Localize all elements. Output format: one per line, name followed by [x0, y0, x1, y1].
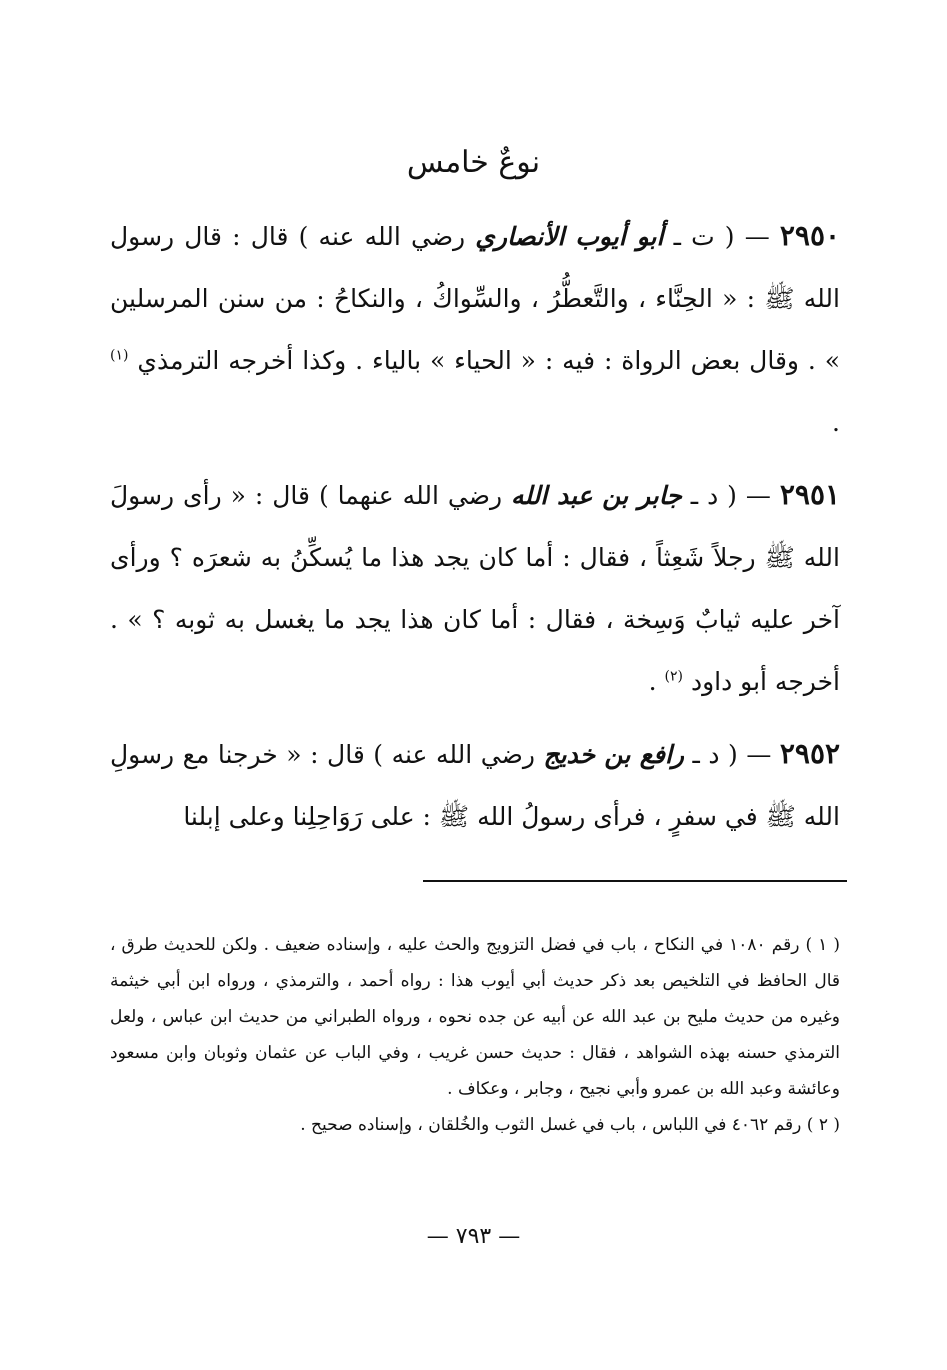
hadith-narrator: أبو أيوب الأنصاري: [475, 222, 664, 251]
hadith-text-block: [110, 205, 840, 858]
footnote-divider: [423, 880, 847, 882]
page-number: — ٧٩٣ —: [426, 1224, 521, 1249]
hadith-entry: [110, 723, 840, 848]
footnote-reference: (٢): [664, 668, 683, 685]
footnote-reference: (١): [110, 347, 129, 364]
hadith-dash: — (: [719, 740, 780, 769]
hadith-number: ٢٩٥١: [779, 478, 841, 511]
hadith-dash: — (: [718, 481, 780, 510]
hadith-entry: [110, 205, 840, 454]
hadith-number: ٢٩٥٠: [779, 219, 841, 252]
hadith-source: د ـ: [681, 481, 719, 510]
hadith-end: .: [832, 408, 840, 437]
hadith-body: رضي الله عنه ) قال : قال رسول الله ﷺ : « الحِنَّاء ، والتَّعطُّرُ ، والسِّواكُ ، والنكاحُ : من سنن المرسلين » . وقال بعض الرواة : فيه : « الحياء » بالياء . وكذا أخرجه الترمذي: [110, 222, 841, 375]
hadith-end: .: [648, 667, 665, 696]
hadith-number: ٢٩٥٢: [779, 737, 841, 770]
section-heading: نوعٌ خامس: [406, 145, 541, 180]
hadith-narrator: جابر بن عبد الله: [511, 481, 682, 510]
footnote: ( ١ ) رقم ١٠٨٠ في النكاح ، باب في فضل التزويج والحث عليه ، وإسناده ضعيف . ولكن للحديث طرق ، قال الحافظ في التلخيص بعد ذكر حديث أبي أيوب هذا : رواه أحمد ، والترمذي ، ورواه ابن أبي خيثمة وغيره من حديث مليح بن عبد الله عن أبيه عن جده نحوه ، ورواه الطبراني من حديث ابن عباس ، ولعل الترمذي حسنه بهذه الشواهد ، فقال : حديث حسن غريب ، وفي الباب عن عثمان وثوبان وابن مسعود وعائشة وعبد الله بن عمرو وأبي نجيح ، وجابر ، وعكاف .: [110, 935, 841, 1099]
hadith-dash: — (: [714, 222, 780, 251]
hadith-body: رضي الله عنه ) قال : « خرجنا مع رسولِ الله ﷺ في سفرٍ ، فرأى رسولُ الله ﷺ : على رَوَاحِلِنا وعلى إبلنا: [110, 740, 840, 831]
footnote: ( ٢ ) رقم ٤٠٦٢ في اللباس ، باب في غسل الثوب والخُلقان ، وإسناده صحيح .: [300, 1115, 840, 1135]
hadith-source: ت ـ: [663, 222, 715, 251]
footnotes-block: [110, 927, 840, 1143]
hadith-body: رضي الله عنهما ) قال : « رأى رسولَ الله ﷺ رجلاً شَعِثاً ، فقال : أما كان يجد هذا ما يُسكِّنُ به شعرَه ؟ ورأى آخر عليه ثيابٌ وَسِخة ، فقال : أما كان هذا يجد ما يغسل به ثوبه ؟ » . أخرجه أبو داود: [110, 481, 840, 696]
hadith-narrator: رافع بن خديج: [543, 740, 684, 769]
hadith-source: د ـ: [683, 740, 720, 769]
hadith-entry: [110, 464, 840, 713]
